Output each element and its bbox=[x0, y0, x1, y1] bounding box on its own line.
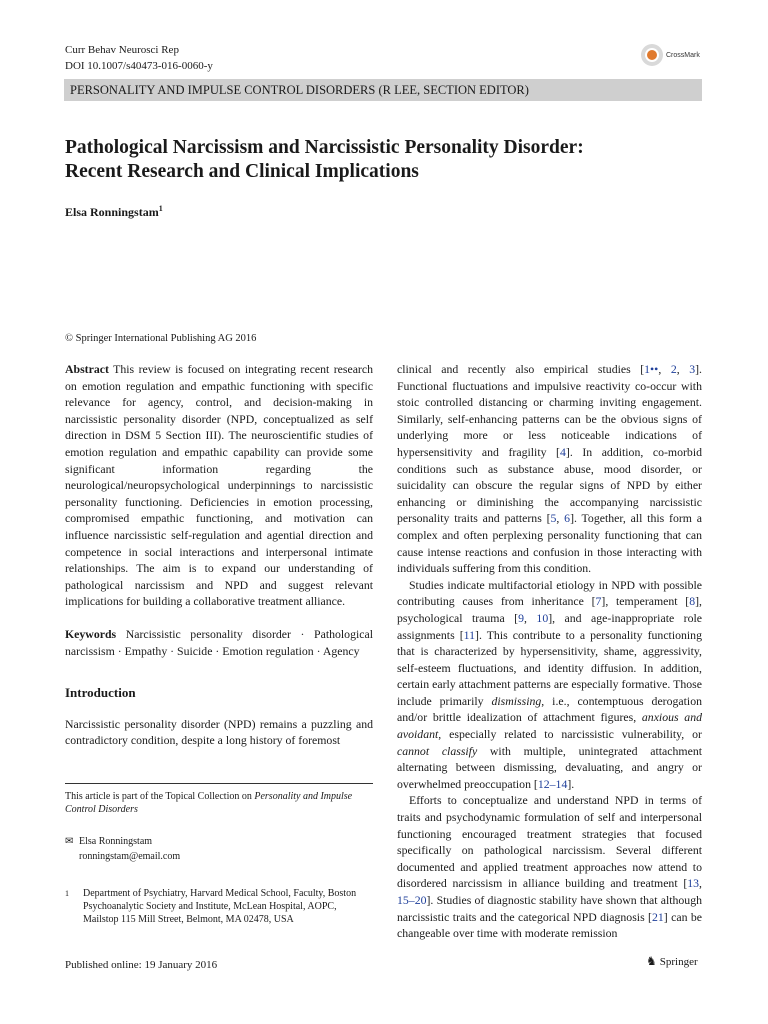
keywords-label: Keywords bbox=[65, 626, 117, 641]
right-paragraph-2: Studies indicate multifactorial etiology in NPD with possible contributing causes from inheritance [7], temperament [8], psychological trauma [9, 10], and age-inappropriate role assignments [11]. This contribute to a personality functioning that is characterized by hypersensitivity, shame, aggressivity, self-esteem fluctuations, and identity diffusion. In addition, certain early attachment patterns are especially formative. Those include primarily dismissing, i.e., contemptuous derogation and/or brittle idealization of attachment figures, anxious and avoidant, especially related to narcissistic vulnerability, or cannot classify with multiple, unintegrated attachment alternating between dismissing, devaluating, and angry or overwhelmed preoccupation [12–14]. bbox=[397, 577, 702, 791]
citation-link[interactable]: 15–20 bbox=[397, 893, 427, 907]
abstract bbox=[65, 361, 373, 610]
topical-collection-name: Personality and Impulse Control Disorders bbox=[65, 791, 353, 815]
abstract-text: This review is focused on integrating recent research on emotion regulation and empathic functioning with specific relevance for agency, control, and decision-making in narcissistic personality disorder (NPD, conceptualized as self direction in DSM 5 Section III). The neuroscientific studies of emotion regulation and empathic capability can provide some significant information regarding the neurological/neuropsychological underpinnings to narcissistic personality functioning. Deficiencies in emotion processing, compromised empathic functioning, and motivation can influence narcissistic self-regulation and agential direction and competence in social interactions and interpersonal intimate relationships. The aim is to expand our understanding of pathological narcissism and NPD and suggest relevant implications for building a collaborative treatment alliance. bbox=[65, 362, 373, 609]
published-date: Published online: 19 January 2016 bbox=[65, 959, 218, 971]
crossmark-badge[interactable] bbox=[641, 44, 700, 66]
citation-link[interactable]: 21 bbox=[651, 909, 664, 924]
intro-heading: Introduction bbox=[65, 685, 136, 701]
abstract-label: Abstract bbox=[65, 362, 109, 376]
title-line-2: Recent Research and Clinical Implications bbox=[65, 161, 419, 182]
right-paragraph-1: clinical and recently also empirical studies [1••, 2, 3]. Functional fluctuations and impulsive reactivity co-occur with stoic controlled distancing or charming inviting engagement. Similarly, self-enhancing patterns can be the obvious signs of underlying more or less noticeable indications of hypersensitivity and fragility [4]. In addition, co-morbid conditions such as substance abuse, mood disorder, or suicidality can obscure the regular signs of NPD by either enhancing or diminishing the accompanying narcissistic personality traits and patterns [5, 6]. Together, all this form a complex and often perplexing personality functioning that can cause intense reactions and confusion in those interacting with individuals suffering from this condition. bbox=[397, 362, 702, 576]
crossmark-icon bbox=[641, 44, 663, 66]
journal-name: Curr Behav Neurosci Rep bbox=[65, 44, 179, 56]
crossmark-label: CrossMark bbox=[666, 51, 700, 59]
keywords bbox=[65, 626, 373, 659]
affiliation-text: Department of Psychiatry, Harvard Medical School, Faculty, Boston Psychoanalytic Society and Institute, McLean Hospital, AOPC, Mailstop 115 Mill Street, Belmont, MA 02478, USA bbox=[83, 888, 357, 925]
section-banner: PERSONALITY AND IMPULSE CONTROL DISORDERS (R LEE, SECTION EDITOR) bbox=[64, 79, 702, 101]
topical-collection-note bbox=[65, 790, 373, 816]
right-paragraph-3: Efforts to conceptualize and understand NPD in terms of traits and psychodynamic formulation of self and interpersonal functioning encouraged treatment strategies that focused specifically on pathological narcissism. Several different documented and applied treatment approaches now attend to disordered narcissism in alliance building and treatment [13, 15–20]. Studies of diagnostic stability have shown that although narcissistic traits and the categorical NPD diagnosis [21] can be changeable over time with moderate remission bbox=[397, 793, 702, 941]
corresponding-author bbox=[65, 834, 180, 864]
contact-name: Elsa Ronningstam bbox=[79, 836, 153, 847]
contact-email[interactable]: ronningstam@email.com bbox=[79, 851, 181, 862]
author-line bbox=[65, 204, 163, 220]
citation-link[interactable]: 3 bbox=[689, 362, 696, 376]
left-column bbox=[65, 361, 373, 749]
doi: DOI 10.1007/s40473-016-0060-y bbox=[65, 60, 213, 72]
citation-link[interactable]: 10 bbox=[536, 610, 549, 625]
citation-link[interactable]: 5 bbox=[550, 511, 557, 526]
affiliation bbox=[65, 887, 373, 926]
article-title bbox=[65, 136, 705, 184]
journal-header bbox=[65, 42, 213, 74]
citation-link[interactable]: 12–14 bbox=[537, 776, 568, 791]
citation-link[interactable]: 1•• bbox=[644, 362, 659, 376]
citation-link[interactable]: 4 bbox=[559, 444, 566, 459]
envelope-icon: ✉ bbox=[65, 836, 74, 847]
author-name: Elsa Ronningstam bbox=[65, 205, 159, 219]
affiliation-number: 1 bbox=[65, 889, 69, 898]
citation-link[interactable]: 6 bbox=[564, 511, 571, 526]
citation-link[interactable]: 9 bbox=[518, 610, 525, 625]
author-affiliation-marker: 1 bbox=[158, 204, 163, 213]
citation-link[interactable]: 7 bbox=[595, 594, 602, 609]
keywords-text: Narcissistic personality disorder · Pathological narcissism · Empathy · Suicide · Emotion regulation · Agency bbox=[65, 626, 373, 658]
publisher-name: Springer bbox=[659, 955, 698, 968]
right-column bbox=[397, 361, 702, 942]
title-line-1: Pathological Narcissism and Narcissistic Personality Disorder: bbox=[65, 137, 584, 158]
citation-link[interactable]: 8 bbox=[689, 594, 696, 609]
intro-text: Narcissistic personality disorder (NPD) remains a puzzling and contradictory condition, despite a long history of foremost bbox=[65, 716, 373, 748]
citation-link[interactable]: 11 bbox=[463, 627, 476, 642]
citation-link[interactable]: 13 bbox=[687, 876, 700, 891]
springer-logo bbox=[646, 954, 698, 969]
footnote-divider bbox=[65, 783, 373, 784]
citation-link[interactable]: 2 bbox=[670, 362, 677, 376]
springer-horse-icon: ♞ bbox=[646, 954, 657, 968]
topical-prefix: This article is part of the Topical Collection on bbox=[65, 791, 255, 802]
copyright-notice: © Springer International Publishing AG 2016 bbox=[65, 333, 257, 344]
